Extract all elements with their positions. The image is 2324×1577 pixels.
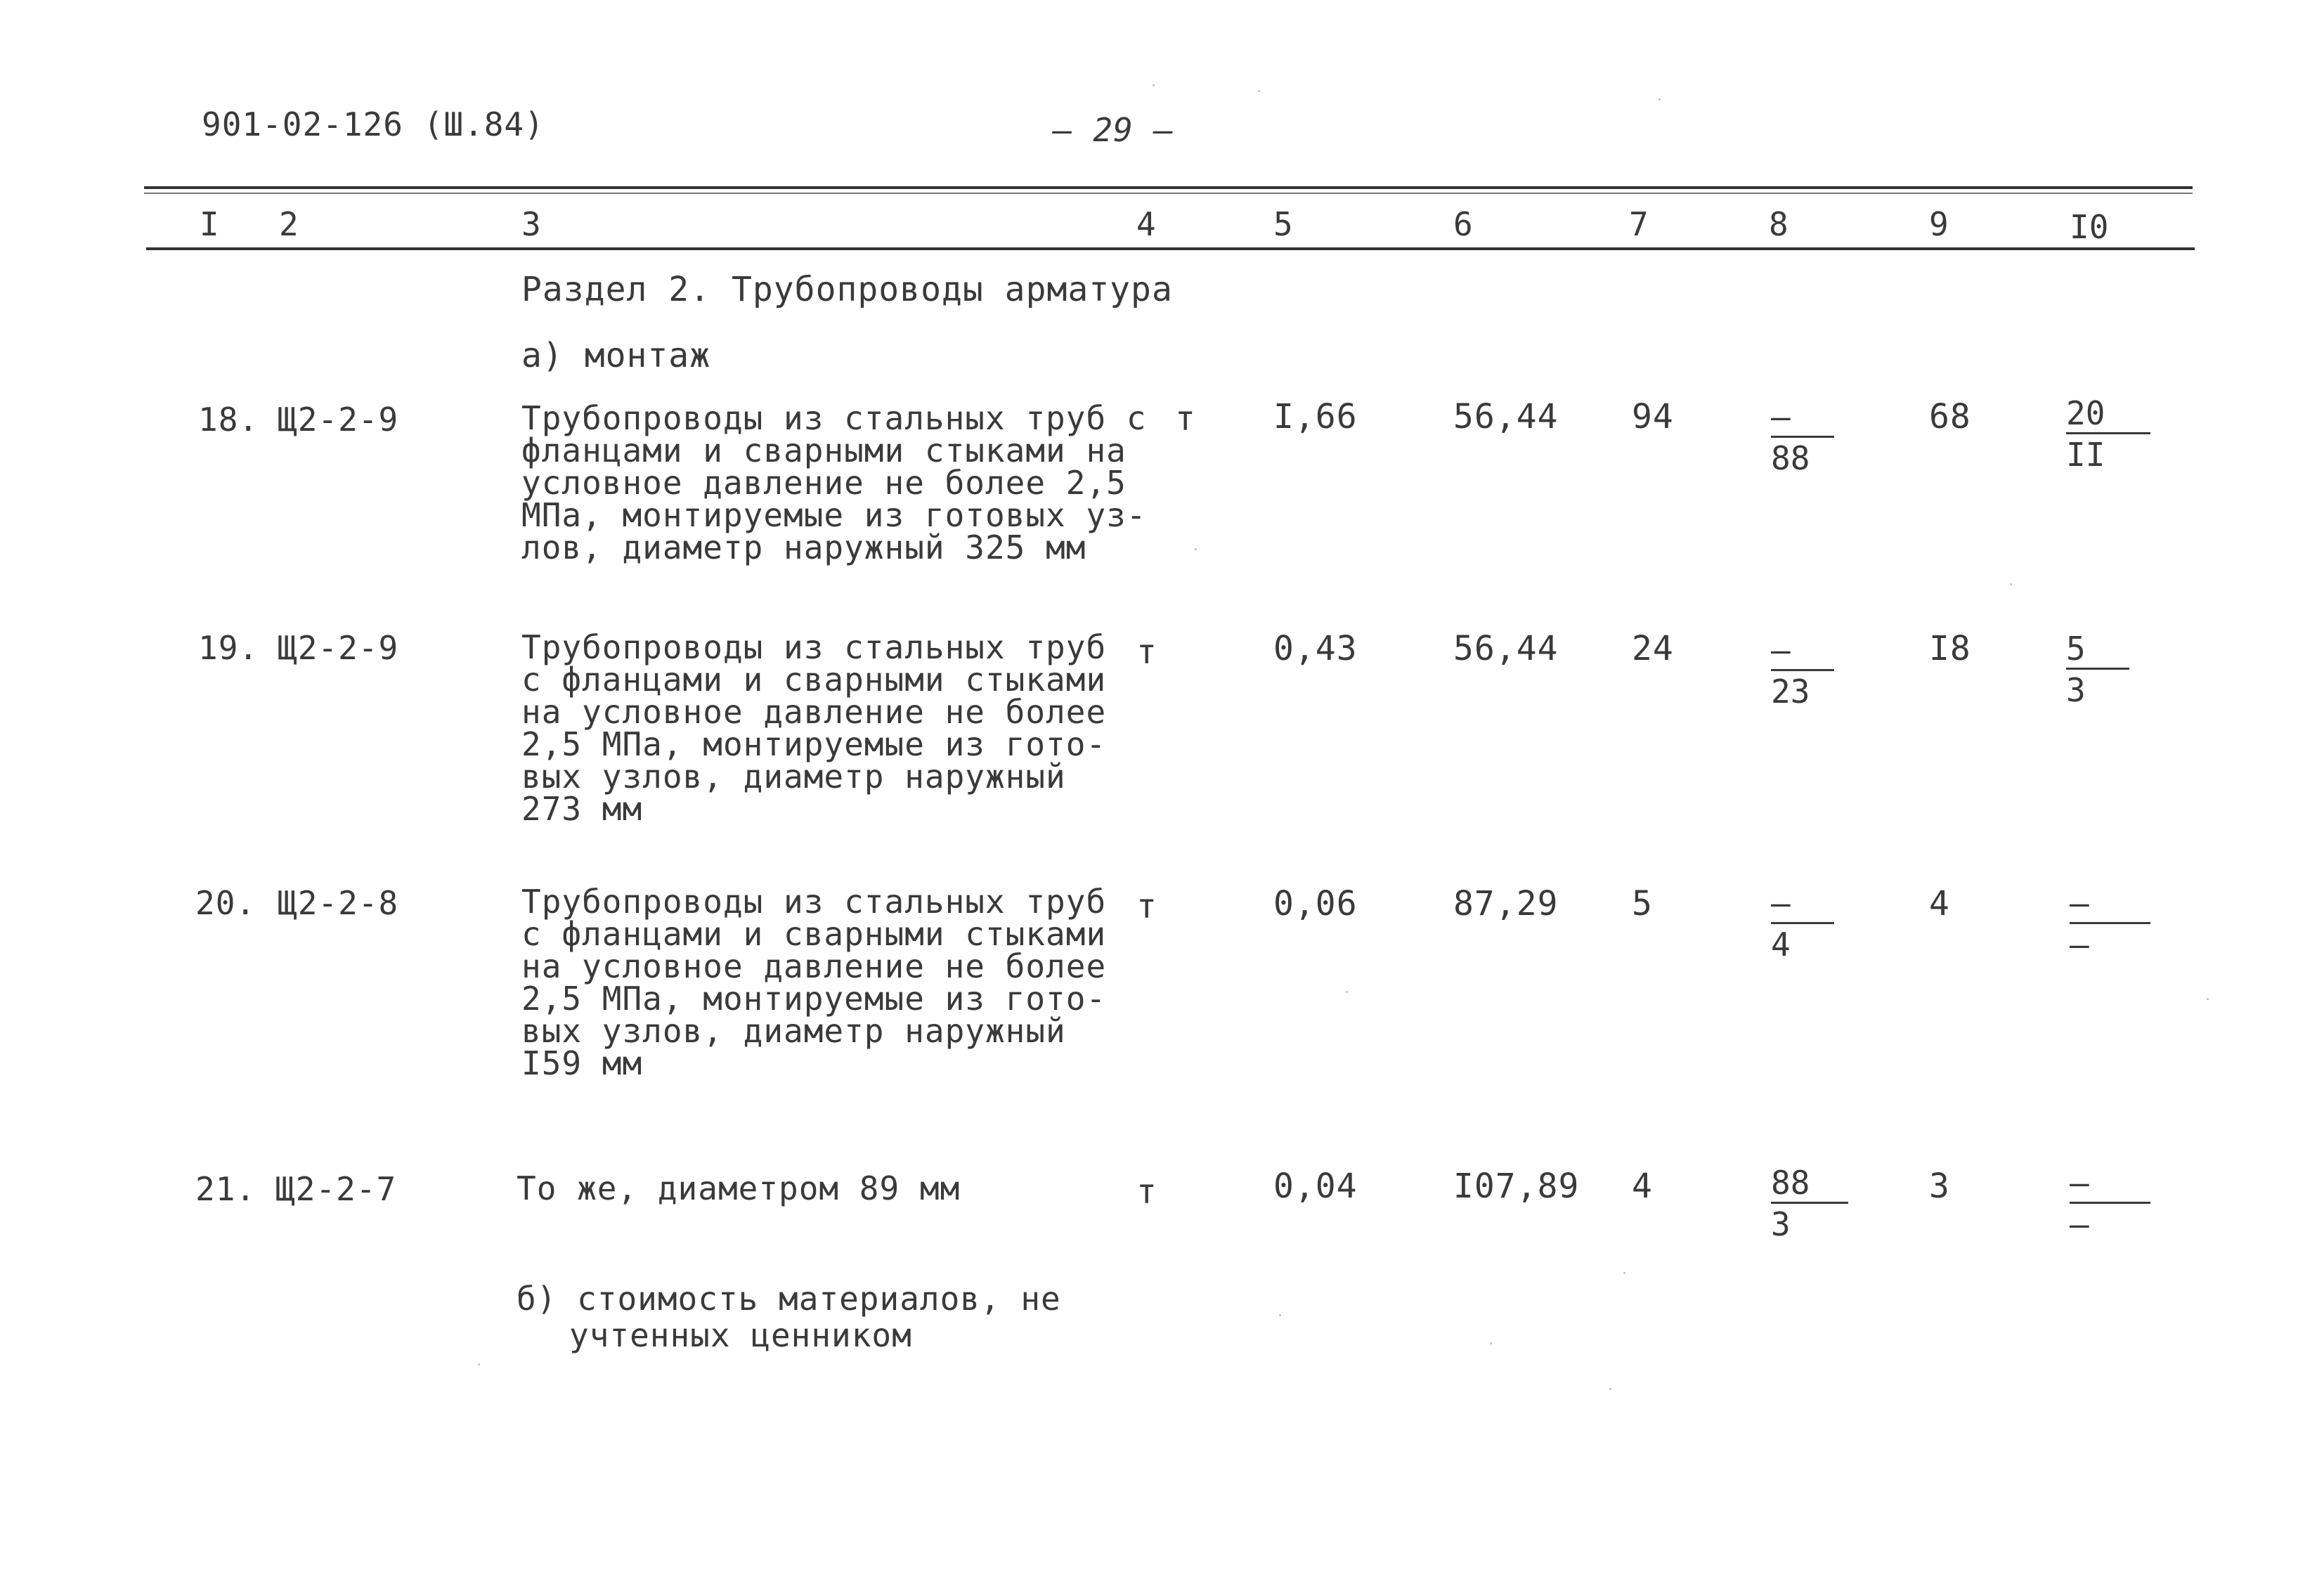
scan-speck xyxy=(1153,84,1155,86)
table-top-rule-thin xyxy=(144,193,2193,194)
scan-speck xyxy=(1258,90,1260,92)
scan-speck xyxy=(1279,1314,1281,1316)
value-col9: 3 xyxy=(1929,1167,1950,1206)
scan-speck xyxy=(1346,991,1348,993)
scan-speck xyxy=(2010,583,2012,585)
value-col7: 4 xyxy=(1632,1167,1653,1206)
table-top-rule xyxy=(144,186,2193,189)
column-header-3: 3 xyxy=(521,205,541,243)
column-header-7: 7 xyxy=(1629,205,1649,243)
value-col5: 0,06 xyxy=(1273,884,1358,923)
fraction-col10: – – xyxy=(2070,887,2150,961)
value-col7: 24 xyxy=(1632,629,1674,668)
value-col5: 0,04 xyxy=(1273,1167,1358,1206)
row-description: Трубопроводы из стальных труб с фланцами и сварными стыками на условное давление не более 2,5 МПа, монтируемые из гото- вых узлов, диаметр наружный 273 мм xyxy=(521,628,1107,828)
column-header-6: 6 xyxy=(1453,205,1473,243)
section-title: Раздел 2. Трубопроводы арматура xyxy=(521,270,1173,309)
scan-speck xyxy=(478,1363,480,1365)
unit: т xyxy=(1136,632,1157,672)
row-description: То же, диаметром 89 мм xyxy=(517,1169,961,1207)
fraction-col8: – 88 xyxy=(1771,401,1834,474)
value-col6: 56,44 xyxy=(1453,629,1559,668)
row-description: Трубопроводы из стальных труб с фланцами и сварными стыками на условное давление не более 2,5 МПа, монтируемые из гото- вых узлов, диаметр наружный I59 мм xyxy=(521,883,1107,1082)
scan-speck xyxy=(1195,548,1197,550)
subsection-a-title: а) монтаж xyxy=(521,336,711,375)
table-header-bottom-rule xyxy=(146,247,2195,250)
unit: т xyxy=(1136,887,1157,926)
value-col7: 94 xyxy=(1632,397,1674,436)
value-col7: 5 xyxy=(1632,884,1653,923)
scan-speck xyxy=(1658,98,1661,100)
fraction-col10: – – xyxy=(2070,1167,2150,1240)
value-col6: 87,29 xyxy=(1453,884,1559,923)
fraction-col8: – 23 xyxy=(1771,634,1834,708)
unit: т xyxy=(1175,399,1196,439)
price-code: Щ2-2-8 xyxy=(278,884,399,922)
value-col9: 4 xyxy=(1929,884,1950,923)
column-header-5: 5 xyxy=(1273,205,1293,243)
fraction-col8: 88 3 xyxy=(1771,1167,1848,1240)
fraction-col10: 20 II xyxy=(2066,397,2150,471)
column-header-10: I0 xyxy=(2070,208,2109,246)
value-col6: 56,44 xyxy=(1453,397,1559,436)
scan-speck xyxy=(2207,998,2209,1000)
row-number: 21. xyxy=(195,1170,257,1208)
fraction-col8: – 4 xyxy=(1771,887,1834,961)
row-number: 19. xyxy=(198,629,259,667)
value-col5: 0,43 xyxy=(1273,629,1358,668)
scan-speck xyxy=(1609,1388,1611,1390)
page-number: – 29 – xyxy=(1053,111,1174,149)
row-number: 18. xyxy=(198,401,259,439)
value-col6: I07,89 xyxy=(1453,1167,1580,1206)
value-col5: I,66 xyxy=(1273,397,1358,436)
value-col9: 68 xyxy=(1929,397,1971,436)
value-col9: I8 xyxy=(1929,629,1971,668)
column-header-8: 8 xyxy=(1769,205,1789,243)
price-code: Щ2-2-7 xyxy=(275,1170,397,1208)
column-header-4: 4 xyxy=(1136,205,1156,243)
row-number: 20. xyxy=(195,884,257,922)
scan-speck xyxy=(1623,1272,1625,1274)
column-header-2: 2 xyxy=(279,205,299,243)
fraction-col10: 5 3 xyxy=(2066,632,2129,706)
unit: т xyxy=(1136,1172,1157,1212)
price-code: Щ2-2-9 xyxy=(278,401,399,439)
subsection-b-title: б) стоимость материалов, не учтенных ценником xyxy=(517,1280,1061,1354)
document-code: 901-02-126 (Ш.84) xyxy=(202,105,545,143)
row-description: Трубопроводы из стальных труб с фланцами и сварными стыками на условное давление не более 2,5 МПа, монтируемые из готовых уз- лов, диаметр наружный 325 мм xyxy=(521,399,1147,566)
column-header-9: 9 xyxy=(1929,205,1949,243)
price-code: Щ2-2-9 xyxy=(278,629,399,667)
column-header-1: I xyxy=(200,205,219,243)
scan-speck xyxy=(1490,1342,1492,1344)
